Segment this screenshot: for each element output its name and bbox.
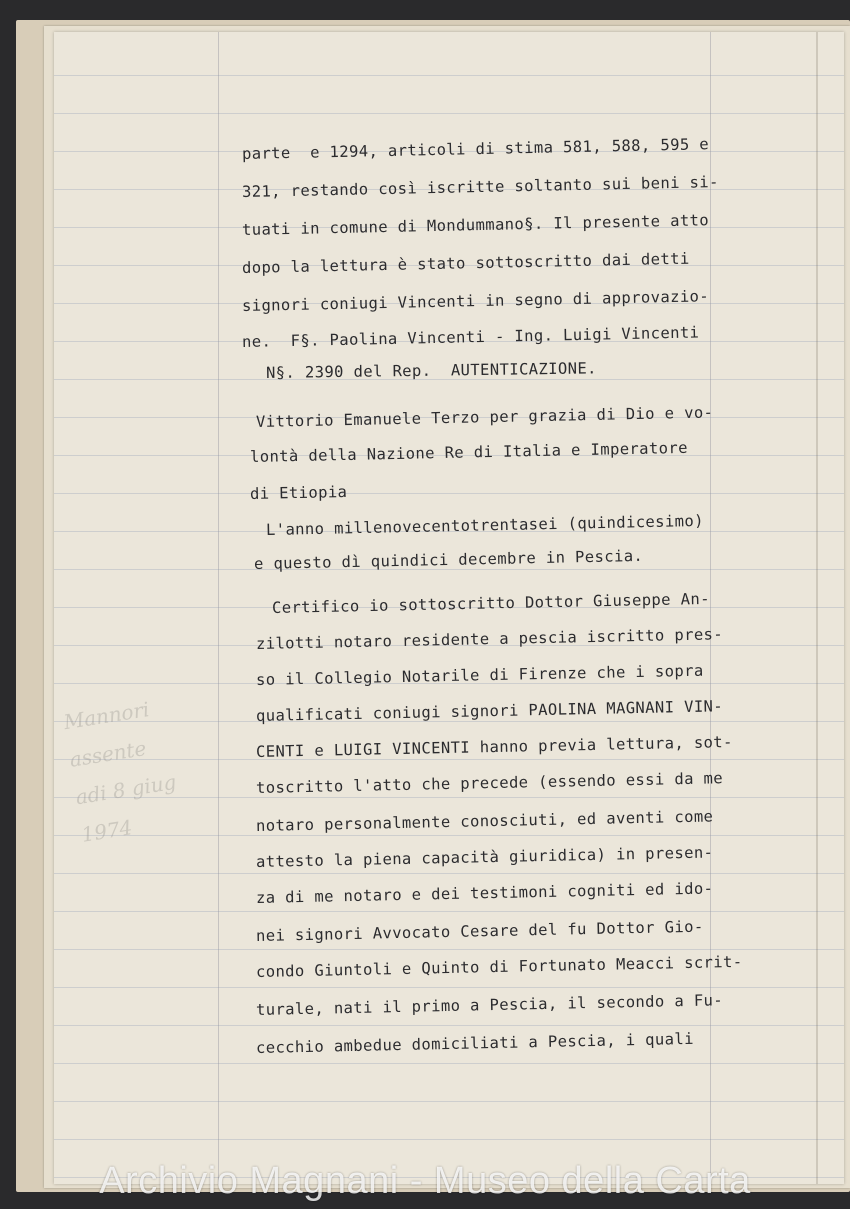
- pencil-note-line: Mannori: [62, 697, 151, 735]
- archive-watermark: Archivio Magnani - Museo della Carta: [99, 1160, 751, 1202]
- text-line: notaro personalmente conosciuti, ed aventi come: [255, 807, 714, 835]
- text-line: qualificati coniugi signori PAOLINA MAGNANI VIN-: [255, 697, 724, 725]
- pencil-note-line: adi 8 giug: [73, 769, 178, 810]
- pencil-note-line: assente: [67, 736, 148, 772]
- text-line: condo Giuntoli e Quinto di Fortunato Meacci scrit-: [255, 952, 743, 981]
- text-line: attesto la piena capacità giuridica) in presen-: [255, 843, 714, 871]
- text-line: di Etiopia: [249, 482, 348, 503]
- text-line: CENTI e LUIGI VINCENTI hanno previa lettura, sot-: [255, 733, 733, 761]
- document-page: [54, 32, 844, 1184]
- text-line: za di me notaro e dei testimoni cogniti ed ido-: [255, 879, 714, 907]
- text-line: dopo la lettura è stato sottoscritto dai detti: [241, 249, 690, 277]
- text-line: zilotti notaro residente a pescia iscritto pres-: [255, 625, 724, 653]
- text-line: parte e 1294, articoli di stima 581, 588, 595 e: [241, 135, 710, 163]
- pencil-note-line: 1974: [79, 815, 134, 847]
- text-line: Certifico io sottoscritto Dottor Giuseppe An-: [271, 589, 711, 617]
- typewritten-text: [54, 32, 844, 1184]
- text-line: e questo dì quindici decembre in Pescia.: [253, 546, 644, 573]
- text-line: toscritto l'atto che precede (essendo essi da me: [255, 769, 724, 797]
- text-line: 321, restando così iscritte soltanto sui beni si-: [241, 173, 719, 201]
- text-line: N§. 2390 del Rep. AUTENTICAZIONE.: [265, 359, 597, 382]
- text-line: nei signori Avvocato Cesare del fu Dottor Gio-: [255, 917, 704, 945]
- text-line: L'anno millenovecentotrentasei (quindicesimo): [265, 511, 705, 539]
- text-line: so il Collegio Notarile di Firenze che i sopra: [255, 661, 704, 689]
- text-line: tuati in comune di Mondummano§. Il presente atto: [241, 211, 710, 239]
- text-line: turale, nati il primo a Pescia, il secondo a Fu-: [255, 991, 724, 1019]
- text-line: signori coniugi Vincenti in segno di approvazio-: [241, 287, 710, 315]
- text-line: cecchio ambedue domiciliati a Pescia, i quali: [255, 1029, 695, 1057]
- text-line: Vittorio Emanuele Terzo per grazia di Dio e vo-: [255, 403, 714, 431]
- text-line: ne. F§. Paolina Vincenti - Ing. Luigi Vincenti: [241, 323, 700, 351]
- text-line: lontà della Nazione Re di Italia e Imperatore: [249, 438, 689, 466]
